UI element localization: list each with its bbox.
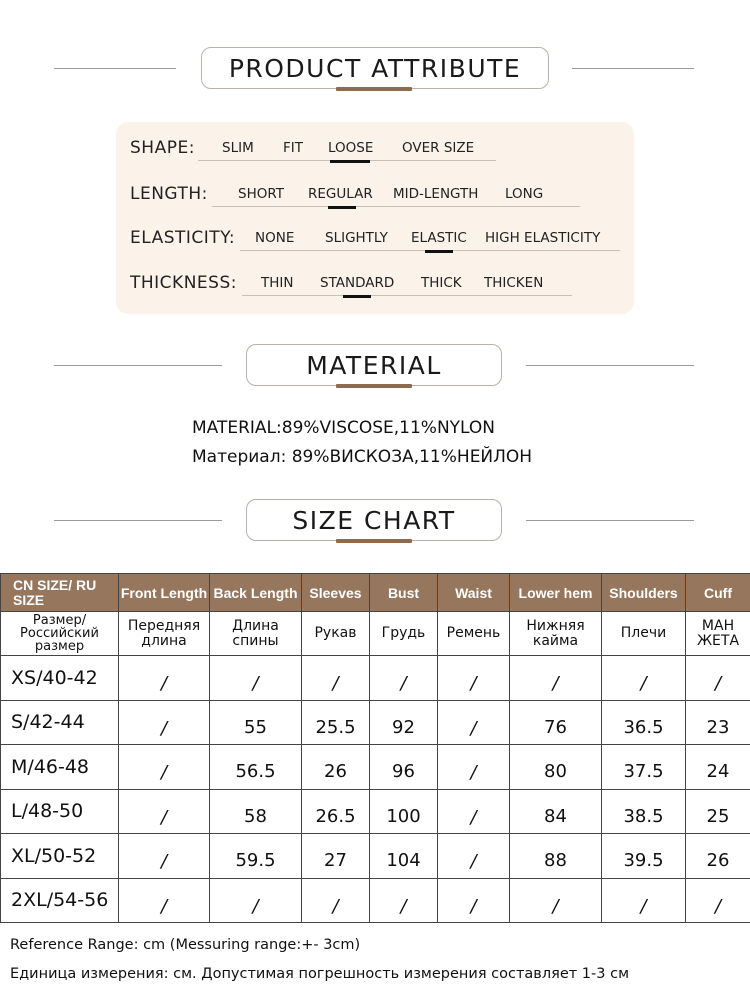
value-cell: 80	[510, 745, 602, 790]
title-underbar	[336, 539, 412, 543]
size-cell: S/42-44	[1, 700, 119, 745]
value-cell: 100	[370, 789, 438, 834]
header-cell: Нижняя кайма	[510, 612, 602, 656]
value-cell: 36.5	[602, 700, 686, 745]
table-row	[1, 745, 750, 790]
header-cell: Размер/ Российский размер	[1, 612, 119, 656]
table-row	[1, 656, 750, 701]
value-cell: 88	[510, 834, 602, 879]
attr-option: FIT	[283, 140, 303, 156]
footnote-ru: Единица измерения: см. Допустимая погрешность измерения составляет 1-3 см	[10, 966, 630, 982]
attr-option-selected: REGULAR	[308, 186, 373, 202]
value-cell: 25	[686, 789, 750, 834]
attr-row-shape	[116, 132, 634, 162]
material-ru	[192, 447, 532, 467]
value-cell: /	[119, 789, 210, 834]
attr-label: ELASTICITY:	[130, 228, 236, 248]
table-header-en	[1, 574, 750, 612]
material-ru-value: 89%ВИСКОЗА,11%НЕЙЛОН	[291, 447, 533, 467]
section-title: SIZE CHART	[292, 505, 456, 535]
attr-option: THIN	[261, 275, 294, 291]
header-cell: Грудь	[370, 612, 438, 656]
header-cell: МАН ЖЕТА	[686, 612, 750, 656]
attr-option: SLIGHTLY	[325, 230, 388, 246]
header-cell: Плечи	[602, 612, 686, 656]
table-row	[1, 834, 750, 879]
title-underbar	[336, 87, 412, 91]
value-cell: /	[510, 656, 602, 701]
header-cell: Waist	[438, 574, 510, 612]
value-cell: /	[438, 656, 510, 701]
value-cell: 39.5	[602, 834, 686, 879]
value-cell: 76	[510, 700, 602, 745]
divider-right	[526, 365, 694, 366]
value-cell: /	[119, 656, 210, 701]
attr-option: HIGH ELASTICITY	[485, 230, 601, 246]
size-cell: XL/50-52	[1, 834, 119, 879]
attr-option: NONE	[255, 230, 295, 246]
value-cell: 58	[210, 789, 302, 834]
section-title: PRODUCT ATTRIBUTE	[228, 53, 522, 83]
value-cell: /	[370, 656, 438, 701]
value-cell: /	[438, 834, 510, 879]
size-cell: M/46-48	[1, 745, 119, 790]
value-cell: 27	[302, 834, 370, 879]
attr-option: LONG	[505, 186, 544, 202]
divider-left	[54, 68, 176, 69]
value-cell: /	[370, 878, 438, 923]
selected-marker	[328, 206, 356, 209]
attr-option: SLIM	[222, 140, 254, 156]
section-title-pill	[201, 47, 549, 89]
value-cell: 92	[370, 700, 438, 745]
value-cell: 96	[370, 745, 438, 790]
value-cell: 59.5	[210, 834, 302, 879]
value-cell: /	[602, 656, 686, 701]
attr-label: SHAPE:	[130, 138, 195, 158]
attr-option: OVER SIZE	[402, 140, 475, 156]
product-attribute-header	[0, 47, 750, 103]
value-cell: /	[119, 700, 210, 745]
header-cell: Front Length	[119, 574, 210, 612]
value-cell: /	[510, 878, 602, 923]
header-cell: Ремень	[438, 612, 510, 656]
header-cell: Длина спины	[210, 612, 302, 656]
value-cell: /	[119, 745, 210, 790]
material-en	[192, 418, 495, 438]
attr-option: THICKEN	[484, 275, 544, 291]
divider-right	[526, 520, 694, 521]
attr-row-elasticity	[116, 222, 634, 252]
header-cell: Shoulders	[602, 574, 686, 612]
value-cell: 55	[210, 700, 302, 745]
value-cell: /	[119, 878, 210, 923]
value-cell: 26	[686, 834, 750, 879]
title-underbar	[336, 384, 412, 388]
attr-row-thickness	[116, 267, 634, 297]
attr-label: THICKNESS:	[130, 273, 237, 293]
header-cell: Bust	[370, 574, 438, 612]
divider-left	[54, 520, 222, 521]
value-cell: 24	[686, 745, 750, 790]
attr-option-selected: STANDARD	[320, 275, 395, 291]
size-cell: L/48-50	[1, 789, 119, 834]
value-cell: 56.5	[210, 745, 302, 790]
value-cell: /	[602, 878, 686, 923]
value-cell: /	[438, 745, 510, 790]
value-cell: /	[119, 834, 210, 879]
attr-option-selected: ELASTIC	[411, 230, 467, 246]
size-cell: 2XL/54-56	[1, 878, 119, 923]
section-title: MATERIAL	[306, 350, 442, 380]
table-row	[1, 789, 750, 834]
value-cell: 26	[302, 745, 370, 790]
attr-rule	[212, 206, 580, 207]
size-chart-table	[0, 573, 750, 923]
value-cell: /	[438, 789, 510, 834]
value-cell: 23	[686, 700, 750, 745]
header-cell: Sleeves	[302, 574, 370, 612]
attr-option: MID-LENGTH	[393, 186, 479, 202]
value-cell: 38.5	[602, 789, 686, 834]
header-cell: CN SIZE/ RU SIZE	[1, 574, 119, 612]
divider-left	[54, 365, 222, 366]
attribute-card	[116, 122, 634, 314]
material-ru-label: Материал:	[192, 447, 287, 467]
value-cell: 37.5	[602, 745, 686, 790]
value-cell: /	[438, 878, 510, 923]
value-cell: /	[302, 656, 370, 701]
attr-label: LENGTH:	[130, 184, 208, 204]
value-cell: /	[686, 878, 750, 923]
selected-marker	[343, 295, 371, 298]
selected-marker	[330, 160, 370, 163]
value-cell: /	[438, 700, 510, 745]
divider-right	[572, 68, 694, 69]
selected-marker	[425, 250, 453, 253]
header-cell: Передняя длина	[119, 612, 210, 656]
section-title-pill	[246, 499, 502, 541]
material-header	[0, 344, 750, 400]
value-cell: 25.5	[302, 700, 370, 745]
attr-option: THICK	[421, 275, 462, 291]
header-cell: Рукав	[302, 612, 370, 656]
value-cell: 84	[510, 789, 602, 834]
section-title-pill	[246, 344, 502, 386]
table-header-ru	[1, 612, 750, 656]
table-row	[1, 700, 750, 745]
size-chart-header	[0, 499, 750, 555]
value-cell: /	[686, 656, 750, 701]
header-cell: Lower hem	[510, 574, 602, 612]
attr-option-selected: LOOSE	[328, 140, 374, 156]
material-en-value: 89%VISCOSE,11%NYLON	[281, 418, 496, 438]
material-en-label: MATERIAL:	[192, 418, 282, 438]
attr-option: SHORT	[238, 186, 284, 202]
value-cell: 104	[370, 834, 438, 879]
footnote-en: Reference Range: cm (Messuring range:+- 3cm)	[10, 937, 361, 953]
size-cell: XS/40-42	[1, 656, 119, 701]
value-cell: /	[210, 656, 302, 701]
header-cell: Back Length	[210, 574, 302, 612]
value-cell: /	[302, 878, 370, 923]
header-cell: Cuff	[686, 574, 750, 612]
value-cell: 26.5	[302, 789, 370, 834]
attr-rule	[242, 295, 572, 296]
table-row	[1, 878, 750, 923]
attr-row-length	[116, 178, 634, 208]
value-cell: /	[210, 878, 302, 923]
